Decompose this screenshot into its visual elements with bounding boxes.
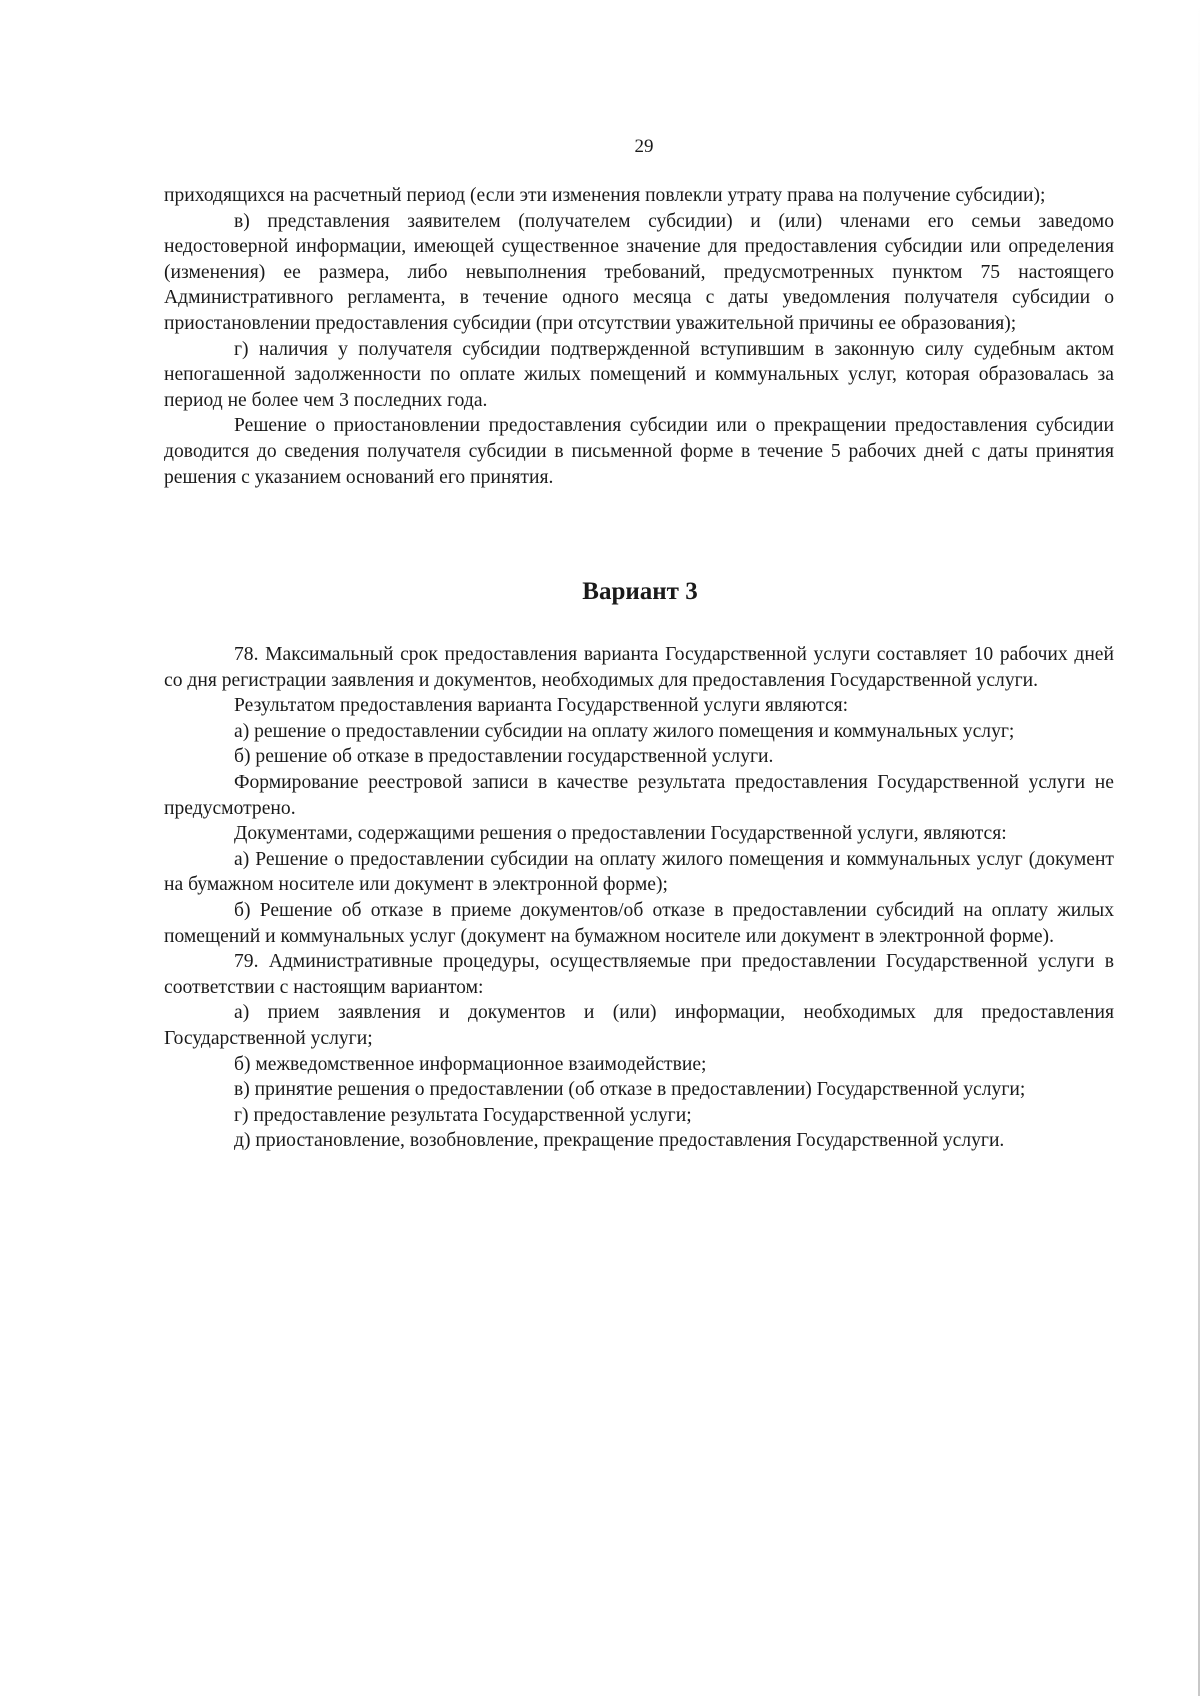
paragraph: 78. Максимальный срок предоставления варианта Государственной услуги составляет 10 рабочих дней со дня регистрации заявления и документов, необходимых для предоставления Государственной услуги. — [164, 644, 1114, 691]
document-body-top — [164, 183, 1114, 490]
paragraph: г) наличия у получателя субсидии подтвержденной вступившим в законную силу судебным актом непогашенной задолженности по оплате жилых помещений и коммунальных услуг, которая образовалась за период не более чем 3 последних года. — [164, 338, 1114, 411]
paragraph: в) представления заявителем (получателем субсидии) и (или) членами его семьи заведомо недостоверной информации, имеющей существенное значение для предоставления субсидии или определения (изменения) ее размера, либо невыполнения требований, предусмотренных пунктом 75 настоящего Административного регламента, в течение одного месяца с даты уведомления получателя субсидии о приостановлении предоставления субсидии (при отсутствии уважительной причины ее образования); — [164, 210, 1114, 334]
paragraph: приходящихся на расчетный период (если эти изменения повлекли утрату права на получение субсидии); — [164, 185, 1046, 206]
paragraph: 79. Административные процедуры, осуществляемые при предоставлении Государственной услуги в соответствии с настоящим вариантом: — [164, 951, 1114, 998]
paragraph: в) принятие решения о предоставлении (об отказе в предоставлении) Государственной услуги; — [234, 1079, 1026, 1101]
paragraph: а) Решение о предоставлении субсидии на оплату жилого помещения и коммунальных услуг (документ на бумажном носителе или документ в электронной форме); — [164, 848, 1114, 896]
paragraph: а) решение о предоставлении субсидии на оплату жилого помещения и коммунальных услуг; — [234, 720, 1015, 742]
paragraph: б) Решение об отказе в приеме документов/об отказе в предоставлении субсидий на оплату жилых помещений и коммунальных услуг (документ на бумажном носителе или документ в электронной форме). — [164, 899, 1114, 947]
document-body-bottom — [164, 642, 1114, 1154]
paragraph: Документами, содержащими решения о предоставлении Государственной услуги, являются: — [234, 823, 1007, 845]
paragraph: б) решение об отказе в предоставлении государственной услуги. — [234, 746, 774, 768]
paragraph: д) приостановление, возобновление, прекращение предоставления Государственной услуги. — [234, 1130, 1005, 1152]
paragraph: г) предоставление результата Государственной услуги; — [234, 1104, 692, 1126]
paragraph: б) межведомственное информационное взаимодействие; — [234, 1053, 707, 1075]
paragraph: Решение о приостановлении предоставления субсидии или о прекращении предоставления субсидии доводится до сведения получателя субсидии в письменной форме в течение 5 рабочих дней с даты принятия решения с указанием оснований его принятия. — [164, 415, 1114, 488]
section-title: Вариант 3 — [582, 578, 698, 605]
page-number: 29 — [634, 136, 654, 157]
paragraph: Формирование реестровой записи в качестве результата предоставления Государственной услуги не предусмотрено. — [164, 771, 1114, 819]
paragraph: а) прием заявления и документов и (или) информации, необходимых для предоставления Государственной услуги; — [164, 1002, 1114, 1049]
paragraph: Результатом предоставления варианта Государственной услуги являются: — [234, 695, 849, 717]
